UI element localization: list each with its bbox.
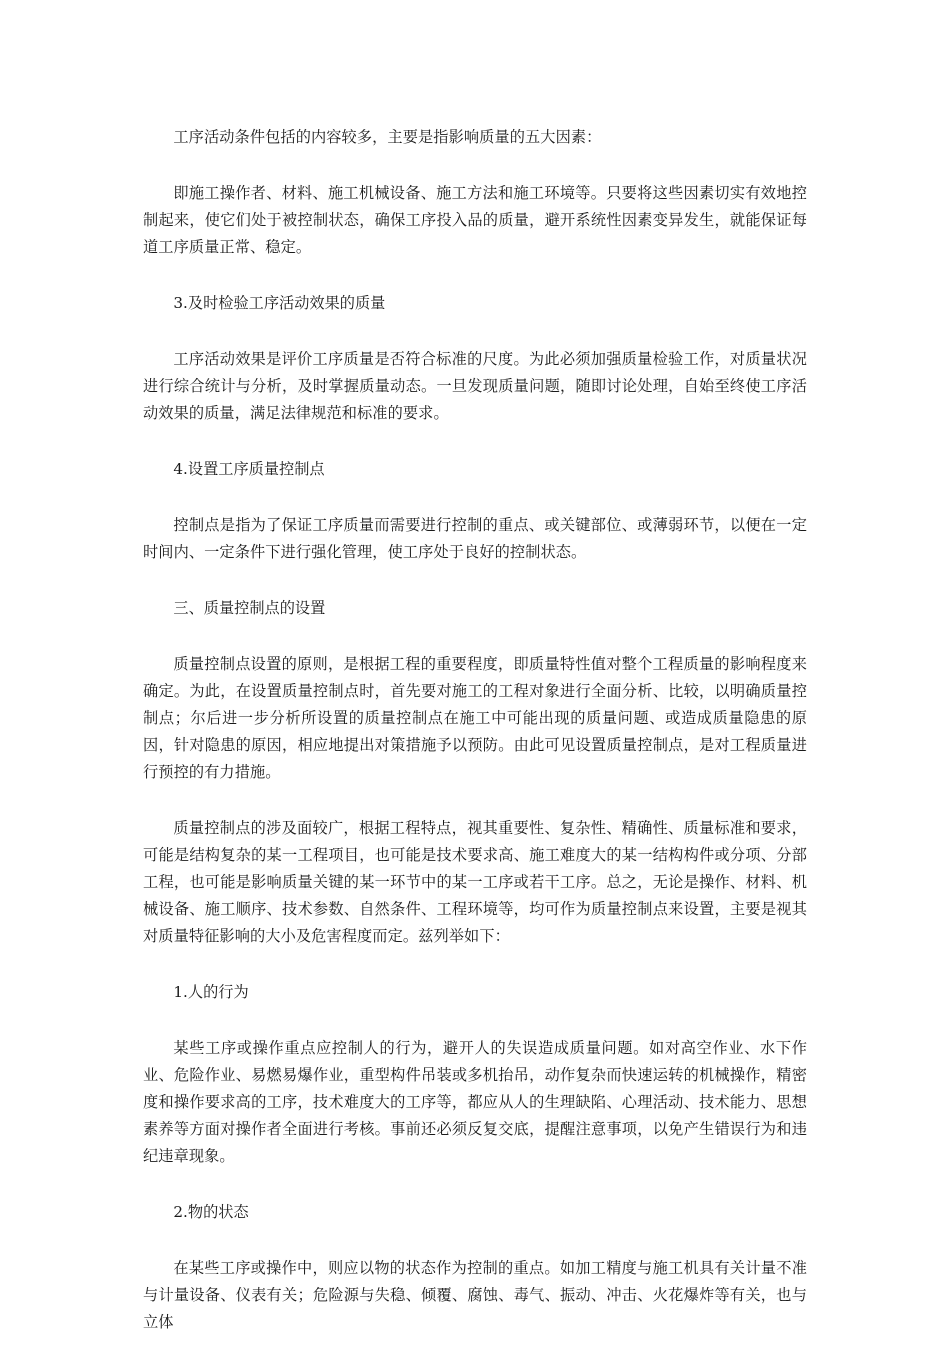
paragraph-setting-principle: 质量控制点设置的原则，是根据工程的重要程度，即质量特性值对整个工程质量的影响程度来确定。为此，在设置质量控制点时，首先要对施工的工程对象进行全面分析、比较，以明确质量控制点；尔后进一步分析所设置的质量控制点在施工中可能出现的质量问题、或造成质量隐患的原因，针对隐患的原因，相应地提出对策措施予以预防。由此可见设置质量控制点，是对工程质量进行预控的有力措施。 <box>143 655 807 781</box>
heading-human-behavior: 1.人的行为 <box>173 983 249 1001</box>
paragraph-control-points: 控制点是指为了保证工序质量而需要进行控制的重点、或关键部位、或薄弱环节，以便在一定时间内、一定条件下进行强化管理，使工序处于良好的控制状态。 <box>143 516 807 561</box>
paragraph-object-state: 在某些工序或操作中，则应以物的状态作为控制的重点。如加工精度与施工机具有关计量不准与计量设备、仪表有关；危险源与失稳、倾覆、腐蚀、毒气、振动、冲击、火花爆炸等有关，也与立体 <box>143 1259 807 1331</box>
paragraph-scope: 质量控制点的涉及面较广，根据工程特点，视其重要性、复杂性、精确性、质量标准和要求，可能是结构复杂的某一工程项目，也可能是技术要求高、施工难度大的某一结构构件或分项、分部工程，也可能是影响质量关键的某一环节中的某一工序或若干工序。总之，无论是操作、材料、机械设备、施工顺序、技术参数、自然条件、工程环境等，均可作为质量控制点来设置，主要是视其对质量特征影响的大小及危害程度而定。兹列举如下： <box>143 819 807 945</box>
document-body <box>143 124 807 1365</box>
heading-inspect-quality: 3.及时检验工序活动效果的质量 <box>173 294 386 312</box>
paragraph-human-behavior: 某些工序或操作重点应控制人的行为，避开人的失误造成质量问题。如对高空作业、水下作业、危险作业、易燃易爆作业，重型构件吊装或多机抬吊，动作复杂而快速运转的机械操作，精密度和操作要求高的工序，技术难度大的工序等，都应从人的生理缺陷、心理活动、技术能力、思想素养等方面对操作者全面进行考核。事前还必须反复交底，提醒注意事项，以免产生错误行为和违纪违章现象。 <box>143 1039 807 1165</box>
paragraph-inspect-quality: 工序活动效果是评价工序质量是否符合标准的尺度。为此必须加强质量检验工作，对质量状况进行综合统计与分析，及时掌握质量动态。一旦发现质量问题，随即讨论处理，自始至终使工序活动效果的质量，满足法律规范和标准的要求。 <box>143 350 807 422</box>
heading-section-three: 三、质量控制点的设置 <box>173 599 326 617</box>
heading-object-state: 2.物的状态 <box>173 1203 249 1221</box>
paragraph-factors-detail: 即施工操作者、材料、施工机械设备、施工方法和施工环境等。只要将这些因素切实有效地控制起来，使它们处于被控制状态，确保工序投入品的质量，避开系统性因素变异发生，就能保证每道工序质量正常、稳定。 <box>143 184 807 256</box>
paragraph-five-factors: 工序活动条件包括的内容较多，主要是指影响质量的五大因素： <box>173 128 602 146</box>
heading-control-points: 4.设置工序质量控制点 <box>173 460 325 478</box>
